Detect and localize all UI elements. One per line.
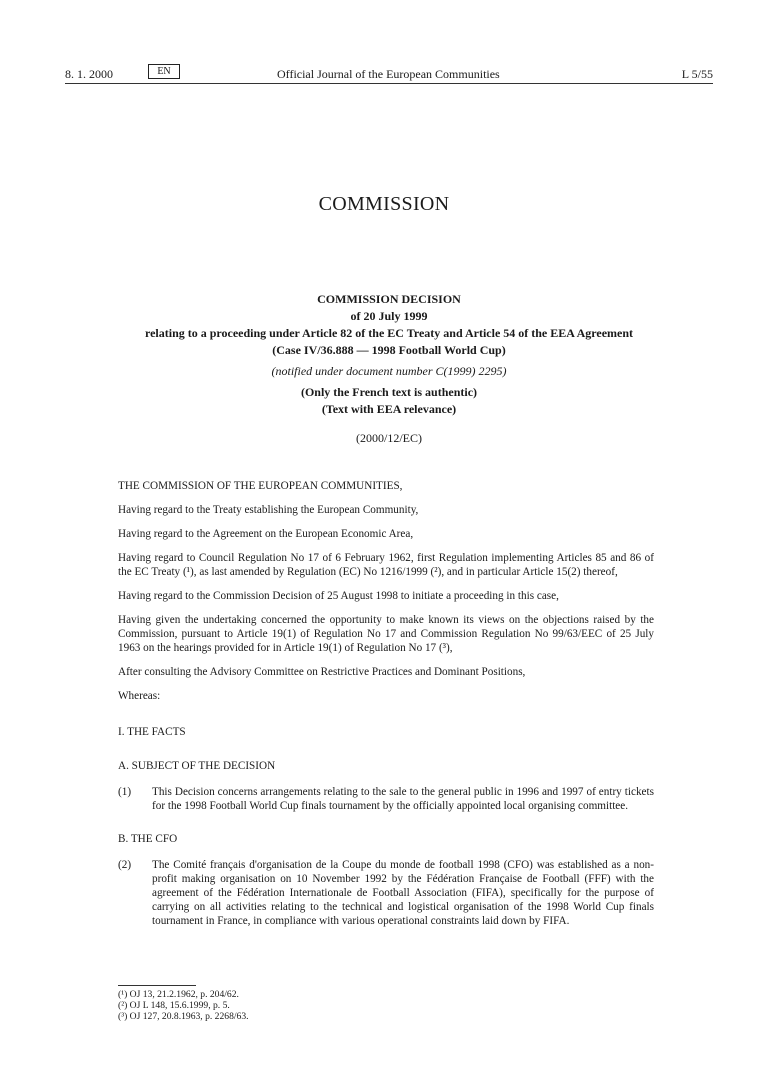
recital-paragraph: After consulting the Advisory Committee on Restrictive Practices and Dominant Positions, [118,666,526,678]
whereas-line: Whereas: [118,690,161,702]
eea-relevance-line: (Text with EEA relevance) [321,402,457,416]
journal-title: Official Journal of the European Communities [277,67,500,81]
footnote: (¹) OJ 13, 21.2.1962, p. 204/62. [118,989,239,1000]
institution-heading: COMMISSION [318,193,450,215]
decision-case: (Case IV/36.888 — 1998 Football World Cup) [272,343,506,357]
numbered-paragraph [118,785,654,813]
footnote: (²) OJ L 148, 15.6.1999, p. 5. [118,1000,230,1011]
recital-paragraph: Having regard to the Agreement on the European Economic Area, [118,528,414,540]
subsection-heading: B. THE CFO [118,833,178,845]
recital-opening: THE COMMISSION OF THE EUROPEAN COMMUNITIES, [118,480,403,492]
section-heading: I. THE FACTS [118,726,186,738]
page-reference: L 5/55 [681,67,713,81]
recital-paragraph: Having regard to the Treaty establishing the European Community, [118,504,419,516]
decision-body [118,479,654,936]
footnotes [118,989,249,1022]
notification-line: (notified under document number C(1999) 2295) [271,364,507,378]
header-rule [65,83,713,84]
language-badge: EN [148,64,180,79]
decision-date: of 20 July 1999 [350,309,428,323]
decision-subject: relating to a proceeding under Article 82 of the EC Treaty and Article 54 of the EEA Agreement [144,326,634,340]
footnote: (³) OJ 127, 20.8.1963, p. 2268/63. [118,1011,249,1022]
subsection-heading: A. SUBJECT OF THE DECISION [118,760,276,772]
paragraph-number: (2) [118,859,132,871]
decision-title-block [65,291,713,447]
recital-paragraph: Having given the undertaking concerned the opportunity to make known its views on the objections raised by the Commission, pursuant to Article 19(1) of Regulation No 17 and Commission Regulation No 99/63/EEC of 25 July 1963 on the hearings provided for in Article 19(1) of Regulation No 17 (³), [118,614,654,654]
decision-reference: (2000/12/EC) [356,431,422,445]
header-date: 8. 1. 2000 [65,67,113,81]
recital-paragraph: Having regard to Council Regulation No 17 of 6 February 1962, first Regulation implementing Articles 85 and 86 of the EC Treaty (¹), as last amended by Regulation (EC) No 1216/1999 (²), and in particular Article 15(2) thereof, [118,552,654,578]
paragraph-number: (1) [118,786,132,798]
numbered-paragraph [118,858,654,928]
paragraph-text: The Comité français d'organisation de la Coupe du monde de football 1998 (CFO) was established as a non-profit making organisation on 10 November 1992 by the Fédération Française de Football (FFF) with the agreement of the Fédération Internationale de Football Association (FIFA), specifically for the purpose of carrying on all activities relating to the technical and logistical organisation of the 1998 World Cup finals tournament in France, in compliance with various operational constraints laid down by FIFA. [152,859,654,927]
paragraph-text: This Decision concerns arrangements relating to the sale to the general public in 1996 and 1997 of entry tickets for the 1998 Football World Cup finals tournament by the officially appointed local organising committee. [152,786,654,812]
footnote-rule [118,985,196,986]
authentic-language-line: (Only the French text is authentic) [300,385,478,399]
decision-title: COMMISSION DECISION [317,292,461,306]
recital-paragraph: Having regard to the Commission Decision of 25 August 1998 to initiate a proceeding in this case, [118,590,559,602]
